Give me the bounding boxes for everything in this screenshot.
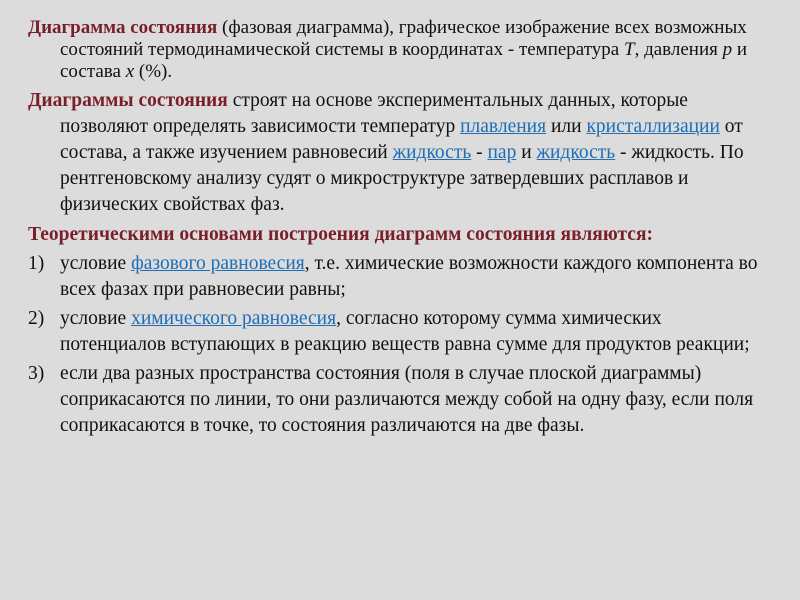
link-crystallization[interactable]: кристаллизации xyxy=(586,116,720,137)
variable-pressure: p xyxy=(722,39,733,60)
theory-heading-text: Теоретическими основами построения диаграмм состояния являются: xyxy=(28,224,653,245)
construction-paragraph xyxy=(28,88,770,218)
link-vapor[interactable]: пар xyxy=(487,142,517,163)
construction-text-2: или xyxy=(546,116,587,137)
definition-paragraph xyxy=(28,17,770,83)
list-item-1 xyxy=(28,251,770,303)
variable-composition: x xyxy=(125,61,135,82)
list-number-3: 3) xyxy=(28,363,45,384)
list-number-2: 2) xyxy=(28,308,45,329)
construction-text-1: строят на основе экспериментальных данных, которые позволяют определять зависимости температур xyxy=(60,90,688,137)
term-phase-diagram: Диаграмма состояния xyxy=(28,17,218,38)
list-item-3-text: если два разных пространства состояния (поля в случае плоской диаграммы) соприкасаются по линии, то они различаются между собой на одну фазу, если поля соприкасаются в точке, то состояния различаются на две фазы. xyxy=(60,363,754,436)
link-liquid-2[interactable]: жидкость xyxy=(536,142,616,163)
variable-temperature: T xyxy=(623,39,635,60)
construction-text-4: - xyxy=(471,142,488,163)
link-chemical-equilibrium[interactable]: химического равновесия xyxy=(131,308,337,329)
link-liquid-1[interactable]: жидкость xyxy=(392,142,472,163)
link-melting[interactable]: плавления xyxy=(460,116,547,137)
list-item-2 xyxy=(28,306,770,358)
list-number-1: 1) xyxy=(28,253,45,274)
list-item-1-text-2: , т.е. химические возможности каждого компонента во всех фазах при равновесии равны; xyxy=(60,253,758,300)
construction-text-6: - жидкость. По рентгеновскому анализу судят о микроструктуре затвердевших расплавов и физических свойствах фаз. xyxy=(60,142,744,215)
list-item-1-text-1: условие xyxy=(60,253,132,274)
definition-text-3: и состава xyxy=(60,39,748,82)
construction-text-5: и xyxy=(516,142,537,163)
definition-text-2: , давления xyxy=(634,39,723,60)
definition-text-4: (%). xyxy=(134,61,173,82)
list-item-2-text-1: условие xyxy=(60,308,132,329)
link-phase-equilibrium[interactable]: фазового равновесия xyxy=(131,253,305,274)
theory-heading xyxy=(28,222,770,248)
construction-text-3: от состава, а также изучением равновесий xyxy=(60,116,743,163)
term-phase-diagrams: Диаграммы состояния xyxy=(28,90,228,111)
list-item-2-text-2: , согласно которому сумма химических потенциалов вступающих в реакцию веществ равна сумме для продуктов реакции; xyxy=(60,308,750,355)
list-item-3 xyxy=(28,361,770,439)
definition-text-1: (фазовая диаграмма), графическое изображение всех возможных состояний термодинамической системы в координатах - температура xyxy=(60,17,747,60)
